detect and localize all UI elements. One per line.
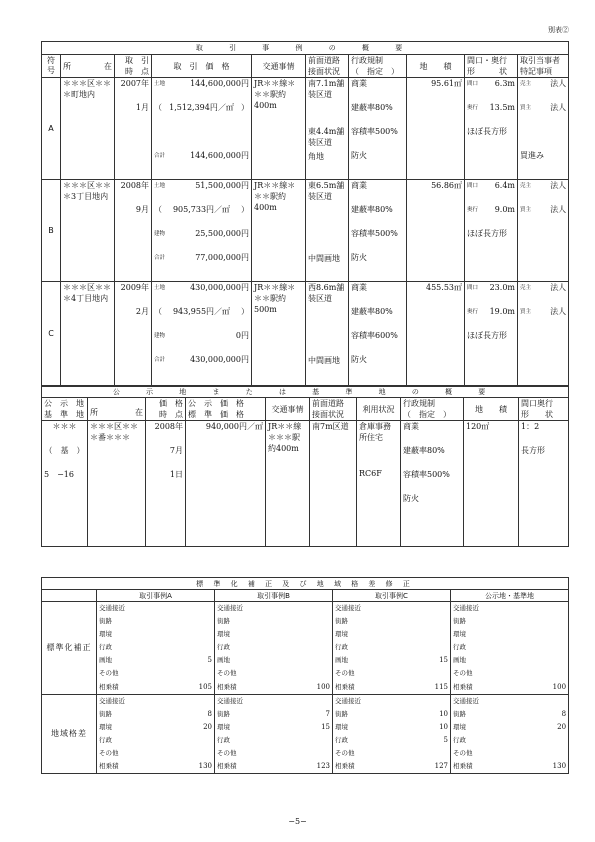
pl-day: 1日: [169, 470, 183, 479]
factor-name: その他: [217, 749, 237, 758]
table-row: [42, 421, 569, 547]
factor-line: [453, 602, 566, 615]
row-location: ＊＊＊区＊＊＊町地内: [63, 79, 111, 99]
row-road2: [308, 330, 346, 355]
factor-line: [99, 602, 212, 615]
factor-line: [217, 615, 330, 628]
factor-line: [217, 747, 330, 760]
zoning-fire: 防火: [351, 151, 367, 160]
unit-price: 943,955円／㎡: [172, 307, 231, 316]
pl-header-road-a: 前面道路: [312, 399, 344, 408]
pl-shape: 長方形: [521, 446, 545, 455]
row-depth: 19.0m: [489, 307, 515, 316]
price-land-label: 土地: [154, 183, 166, 189]
factor-name: 交通接近: [453, 696, 479, 705]
pl-header-use: 利用状況: [357, 398, 401, 421]
factor-line: [335, 681, 448, 694]
factor-line: [453, 734, 566, 747]
factor-line: [99, 654, 212, 667]
factor-line: [217, 667, 330, 680]
factor-value: 8: [207, 709, 212, 718]
row-road1: 西8.6m舗装区道: [308, 283, 345, 303]
factor-value: 20: [557, 722, 567, 731]
factor-line: [99, 667, 212, 680]
factor-value: 105: [198, 682, 212, 691]
zoning-far: 容積率600%: [351, 331, 398, 340]
factor-name: 相乗積: [99, 682, 119, 691]
price-total-label: 合計: [154, 357, 166, 363]
factor-name: 交通接近: [217, 696, 243, 705]
price-building-label: 建物: [154, 333, 166, 339]
pl-header-id-a: 公 示 地: [44, 399, 84, 408]
row-frontage: 6.3m: [494, 79, 515, 88]
pl-area: 120㎡: [466, 422, 490, 431]
factor-name: 環境: [453, 722, 466, 731]
factor-line: [335, 654, 448, 667]
factor-name: 行政: [99, 735, 112, 744]
depth-label: 奥行: [467, 207, 479, 213]
pl-header-time-b: 時 点: [159, 410, 183, 419]
factor-name: 相乗積: [453, 682, 473, 691]
factor-value: 130: [198, 762, 212, 771]
pl-header-location-b: 在: [135, 407, 143, 417]
factor-name: 画地: [217, 656, 230, 665]
frontage-label: 間口: [467, 285, 479, 291]
row-month: 1月: [135, 103, 149, 112]
pl-header-zoning-b: （ 指定 ）: [403, 410, 451, 419]
pl-header-frontage-a: 間口奥行: [521, 399, 553, 408]
price-total: 144,600,000円: [190, 151, 249, 160]
row-traffic: JR＊＊線＊＊＊駅約400m: [254, 181, 296, 212]
factor-line: [453, 695, 566, 708]
factor-line: [453, 721, 566, 734]
row-location: ＊＊＊区＊＊＊3丁目地内: [63, 181, 111, 201]
header-traffic: 交通事情: [252, 55, 306, 78]
header-area: 地 積: [407, 55, 465, 78]
pl-header-price-a: 公 示 価 格: [188, 399, 244, 408]
pl-header-traffic: 交通事情: [266, 398, 310, 421]
factor-value: 130: [552, 762, 567, 771]
row-area: 455.53㎡: [426, 283, 462, 292]
row-frontage: 23.0m: [489, 283, 515, 292]
price-land: 51,500,000円: [195, 181, 249, 190]
unit-price: 905,733円／㎡: [172, 205, 231, 214]
factor-line: [217, 681, 330, 694]
row-seller: 法人: [550, 181, 567, 190]
factor-name: 交通接近: [335, 696, 361, 705]
table-row: C ＊＊＊区＊＊＊4丁目地内 2009年 2月 土地 430,000,000円 （ 943,955円／㎡ ） 建物 0円 合計 430,000,000円 JR＊＊線＊＊＊駅約500m 西8.6m舗装区道 中間画地 商業 建蔽率80% 容積率600% 防火 455.53㎡ 間口 23.0m 奥行 19.0m ほぼ長方形 売主 法人 買主 法人: [42, 282, 569, 386]
price-total-label: 合計: [154, 153, 166, 159]
factor-line: [335, 667, 448, 680]
factor-name: 環境: [217, 722, 230, 731]
row-shape: ほぼ長方形: [467, 331, 507, 340]
factor-line: [99, 760, 212, 773]
row-month: 9月: [135, 205, 149, 214]
factor-name: 街路: [453, 617, 466, 626]
factor-name: 相乗積: [335, 682, 355, 691]
factor-line: [335, 734, 448, 747]
factor-value: 15: [439, 656, 448, 665]
factor-cell: [333, 602, 451, 695]
factor-name: 相乗積: [217, 682, 237, 691]
buyer-label: 買主: [520, 207, 532, 213]
price-building: 25,500,000円: [195, 229, 249, 238]
col-case-c: 取引事例C: [333, 590, 451, 602]
row-road2: [308, 228, 346, 253]
factor-name: 街路: [217, 617, 230, 626]
row-road1: 東6.5m舗装区道: [308, 181, 345, 201]
price-total-label: 合計: [154, 255, 166, 261]
factor-line: [217, 654, 330, 667]
price-land-label: 土地: [154, 81, 166, 87]
factor-line: [335, 602, 448, 615]
factor-name: 画地: [99, 656, 112, 665]
seller-label: 売主: [520, 285, 532, 291]
seller-label: 売主: [520, 81, 532, 87]
depth-label: 奥行: [467, 105, 479, 111]
factor-value: 15: [321, 722, 330, 731]
factor-line: [217, 721, 330, 734]
row-year: 2008年: [120, 181, 149, 190]
factor-line: [99, 615, 212, 628]
factor-line: [217, 708, 330, 721]
factor-line: [335, 628, 448, 641]
factor-cell: [451, 602, 569, 695]
price-building-label: 建物: [154, 231, 166, 237]
factor-name: その他: [335, 669, 355, 678]
factor-name: 環境: [217, 630, 230, 639]
factor-name: 街路: [335, 709, 348, 718]
factor-line: [99, 721, 212, 734]
pl-location: ＊＊＊区＊＊＊番＊＊＊: [90, 422, 138, 442]
factor-value: 5: [207, 656, 212, 665]
pl-id3: 5 −16: [44, 470, 74, 479]
row-depth: 13.5m: [489, 103, 515, 112]
factor-line: [217, 695, 330, 708]
factor-value: 10: [439, 709, 448, 718]
row-year: 2007年: [120, 79, 149, 88]
row-year: 2009年: [120, 283, 149, 292]
price-building: 0円: [235, 331, 249, 340]
pl-header-area: 地 積: [464, 398, 519, 421]
zoning-use: 商業: [351, 283, 367, 292]
row-buyer: 法人: [550, 307, 567, 316]
factor-line: [335, 641, 448, 654]
factor-name: 相乗積: [453, 762, 473, 771]
factor-line: [99, 628, 212, 641]
regional-label: 地域格差: [42, 694, 97, 774]
factor-name: 交通接近: [99, 696, 125, 705]
factor-cell: [215, 694, 333, 774]
factor-name: 行政: [335, 735, 348, 744]
factor-line: [99, 708, 212, 721]
factor-name: 環境: [453, 630, 466, 639]
header-zoning-b: （ 指定 ）: [351, 67, 399, 76]
header-symbol: 符号: [47, 56, 55, 75]
row-area: 56.86㎡: [431, 181, 462, 190]
zoning-use: 商業: [351, 181, 367, 190]
frontage-label: 間口: [467, 81, 479, 87]
factor-line: [335, 760, 448, 773]
pl-header-id-b: 基 準 地: [44, 410, 84, 419]
factor-name: その他: [453, 669, 473, 678]
frontage-label: 間口: [467, 183, 479, 189]
seller-label: 売主: [520, 183, 532, 189]
factor-name: その他: [217, 669, 237, 678]
factor-name: 相乗積: [99, 762, 119, 771]
page-number: −5−: [288, 817, 307, 826]
factor-name: その他: [99, 749, 119, 758]
row-road3: 中間画地: [308, 254, 340, 263]
row-buyer: 法人: [550, 103, 567, 112]
factor-value: 115: [434, 682, 448, 691]
price-land: 144,600,000円: [190, 79, 249, 88]
header-time-a: 取 引: [125, 56, 149, 65]
factor-name: 画地: [335, 656, 348, 665]
factor-line: [99, 681, 212, 694]
factor-line: [335, 708, 448, 721]
header-frontage-a: 間口・奥行: [467, 56, 507, 65]
factor-name: 街路: [217, 709, 230, 718]
factor-line: [335, 615, 448, 628]
factor-cell: [333, 694, 451, 774]
row-road3: 角地: [308, 152, 324, 161]
row-shape: ほぼ長方形: [467, 127, 507, 136]
factor-value: 8: [561, 709, 567, 718]
factor-line: [335, 721, 448, 734]
pl-price: 940,000円／㎡: [205, 422, 263, 431]
row-buyer: 法人: [550, 205, 567, 214]
factor-name: 交通接近: [453, 604, 479, 612]
factor-value: 127: [434, 762, 448, 771]
zoning-bcr: 建蔽率80%: [351, 205, 393, 214]
factor-value: 10: [439, 722, 448, 731]
factor-name: その他: [335, 749, 355, 758]
factor-name: 行政: [99, 643, 112, 652]
col-case-a: 取引事例A: [97, 590, 215, 602]
factor-name: 行政: [217, 735, 230, 744]
factor-name: 交通接近: [99, 604, 125, 612]
factor-line: [453, 760, 566, 773]
row-shape: ほぼ長方形: [467, 229, 507, 238]
factor-name: 相乗積: [217, 762, 237, 771]
row-seller: 法人: [550, 283, 567, 292]
factor-line: [453, 628, 566, 641]
row-symbol: C: [48, 329, 54, 338]
col-case-b: 取引事例B: [215, 590, 333, 602]
factor-line: [99, 747, 212, 760]
factor-value: 20: [203, 722, 212, 731]
factor-line: [453, 681, 566, 694]
pl-use2: RC6F: [359, 469, 382, 478]
factor-value: 100: [316, 682, 330, 691]
factor-value: 5: [443, 735, 448, 744]
factor-cell: [215, 602, 333, 695]
factor-value: 7: [325, 709, 330, 718]
zoning-far: 容積率500%: [351, 127, 398, 136]
row-month: 2月: [135, 307, 149, 316]
row-remark: 買進み: [520, 151, 544, 160]
factor-value: 123: [316, 762, 330, 771]
zoning-use: 商業: [351, 79, 367, 88]
pl-traffic: JR＊＊線＊＊＊駅約400m: [268, 422, 302, 453]
header-frontage-b: 形 状: [467, 67, 507, 76]
factor-name: 交通接近: [217, 604, 243, 612]
header-zoning-a: 行政規制: [351, 56, 383, 65]
posted-land-title: 公 示 地 ま た は 基 準 地 の 概 要: [42, 387, 569, 398]
header-location: 所: [63, 61, 71, 71]
factor-name: 行政: [453, 735, 466, 744]
standardization-label: 標準化補正: [42, 602, 97, 695]
row-seller: 法人: [550, 79, 567, 88]
factor-name: 行政: [453, 643, 466, 652]
pl-zoning-use: 商業: [403, 422, 419, 431]
row-depth: 9.0m: [494, 205, 515, 214]
factor-name: 環境: [99, 630, 112, 639]
factor-name: 交通接近: [335, 604, 361, 612]
factor-name: 街路: [453, 709, 466, 718]
header-party-a: 取引当事者: [520, 56, 560, 65]
table-row: B ＊＊＊区＊＊＊3丁目地内 2008年 9月 土地 51,500,000円 （ 905,733円／㎡ ） 建物 25,500,000円 合計 77,000,000円 JR＊＊線＊＊＊駅約400m 東6.5m舗装区道 中間画地 商業 建蔽率80% 容積率500% 防火 56.86㎡ 間口 6.4m 奥行 9.0m ほぼ長方形 売主 法人 買主 法人: [42, 180, 569, 282]
factor-name: 街路: [335, 617, 348, 626]
factor-cell: [97, 602, 215, 695]
header-location-b: 在: [104, 61, 112, 71]
factor-name: 街路: [99, 709, 112, 718]
header-road-b: 接面状況: [308, 67, 340, 76]
row-road2: 東4.4m舗装区道: [308, 127, 345, 147]
factor-name: 相乗積: [335, 762, 355, 771]
factor-name: その他: [453, 749, 473, 758]
header-price: 取 引 価 格: [152, 55, 252, 78]
pl-header-zoning-a: 行政規制: [403, 399, 435, 408]
factor-name: 画地: [453, 656, 466, 665]
header-road-a: 前面道路: [308, 56, 340, 65]
buyer-label: 買主: [520, 309, 532, 315]
factor-cell: [97, 694, 215, 774]
zoning-bcr: 建蔽率80%: [351, 103, 393, 112]
unit-price: 1,512,394円／㎡: [169, 103, 234, 112]
table-row: A ＊＊＊区＊＊＊町地内 2007年 1月 土地 144,600,000円 （ 1,512,394円／㎡ ） 合計 144,600,000円 JR＊＊線＊＊＊駅約400m 南7.1m舗装区道 東4.4m舗装区道 角地 商業 建蔽率80% 容積率500% 防火 95.61㎡ 間口 6.3m 奥行 13.5m ほぼ長方形 売主 法人 買主 法人 買進み: [42, 78, 569, 180]
factor-name: 環境: [335, 722, 348, 731]
factor-line: [453, 747, 566, 760]
factor-name: 街路: [99, 617, 112, 626]
factor-line: [217, 602, 330, 615]
pl-header-road-b: 接面状況: [312, 410, 344, 419]
price-land: 430,000,000円: [190, 283, 249, 292]
pl-id2: （ 基 ）: [44, 446, 85, 455]
row-remark: [520, 252, 566, 276]
depth-label: 奥行: [467, 309, 479, 315]
factor-line: [335, 695, 448, 708]
pl-zoning-far: 容積率500%: [403, 470, 450, 479]
factor-line: [217, 734, 330, 747]
price-total: 430,000,000円: [190, 355, 249, 364]
zoning-fire: 防火: [351, 355, 367, 364]
price-land-label: 土地: [154, 285, 166, 291]
col-posted: 公示地・基準地: [451, 590, 569, 602]
header-time-b: 時 点: [125, 67, 149, 76]
factor-line: [335, 747, 448, 760]
factor-line: [453, 615, 566, 628]
price-total: 77,000,000円: [195, 253, 249, 262]
factor-name: その他: [99, 669, 119, 678]
pl-zoning-bcr: 建蔽率80%: [403, 446, 445, 455]
factor-name: 環境: [99, 722, 112, 731]
row-traffic: JR＊＊線＊＊＊駅約400m: [254, 79, 296, 110]
factor-line: [99, 641, 212, 654]
row-frontage: 6.4m: [494, 181, 515, 190]
pl-month: 7月: [169, 446, 183, 455]
transactions-title: 取 引 事 例 の 概 要: [42, 42, 569, 55]
row-traffic: JR＊＊線＊＊＊駅約500m: [254, 283, 296, 314]
pl-header-frontage-b: 形 状: [521, 410, 553, 419]
factor-name: 行政: [217, 643, 230, 652]
posted-land-table: [41, 386, 569, 547]
corrections-title: 標 準 化 補 正 及 び 地 域 格 差 修 正: [42, 578, 569, 590]
transactions-table: [41, 41, 569, 386]
corrections-table: [41, 577, 569, 774]
buyer-label: 買主: [520, 105, 532, 111]
zoning-fire: 防火: [351, 253, 367, 262]
factor-value: 100: [552, 682, 567, 691]
row-remark: [520, 354, 566, 378]
factor-line: [217, 641, 330, 654]
row-location: ＊＊＊区＊＊＊4丁目地内: [63, 283, 111, 303]
pl-header-location: 所: [90, 407, 98, 417]
zoning-far: 容積率500%: [351, 229, 398, 238]
row-road3: 中間画地: [308, 356, 340, 365]
factor-cell: [451, 694, 569, 774]
pl-year: 2008年: [154, 422, 183, 431]
zoning-bcr: 建蔽率80%: [351, 307, 393, 316]
factor-name: 環境: [335, 630, 348, 639]
factor-line: [99, 695, 212, 708]
factor-line: [453, 641, 566, 654]
factor-line: [453, 654, 566, 667]
factor-line: [217, 760, 330, 773]
row-symbol: A: [48, 124, 54, 133]
factor-line: [453, 667, 566, 680]
row-symbol: B: [48, 226, 54, 235]
factor-line: [453, 708, 566, 721]
header-party-b: 特記事項: [520, 67, 552, 76]
pl-id1: ＊＊＊: [52, 422, 77, 431]
factor-line: [217, 628, 330, 641]
row-road1: 南7.1m舗装区道: [308, 79, 345, 99]
pl-header-price-b: 標 準 価 格: [188, 410, 244, 419]
row-area: 95.61㎡: [431, 79, 462, 88]
pl-road: 南7m区道: [312, 422, 349, 431]
appendix-label: 別表②: [548, 26, 569, 34]
pl-header-time-a: 価 格: [159, 399, 183, 408]
pl-zoning-fire: 防火: [403, 494, 419, 503]
factor-line: [99, 734, 212, 747]
pl-use1: 倉庫事務所住宅: [359, 422, 391, 442]
pl-ratio: 1：2: [521, 422, 540, 431]
factor-name: 行政: [335, 643, 348, 652]
